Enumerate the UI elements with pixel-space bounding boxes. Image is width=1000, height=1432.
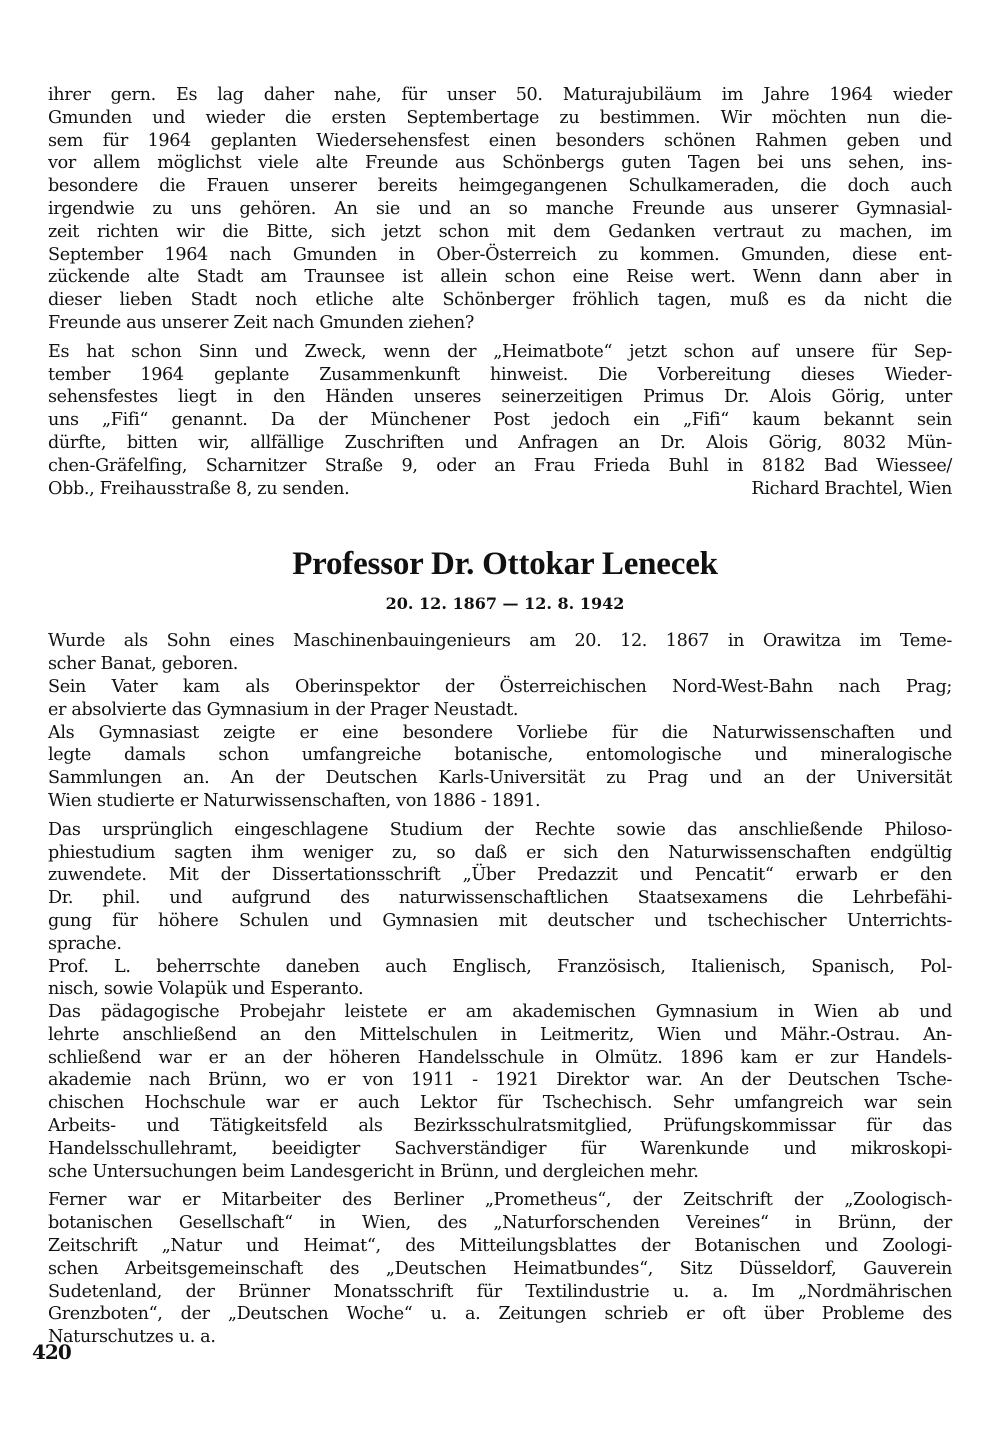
text-line: uns „Fifi“ genannt. Da der Münchener Post jedoch ein „Fifi“ kaum bekannt sein bbox=[48, 410, 952, 431]
article-dates: 20. 12. 1867 — 12. 8. 1942 bbox=[385, 594, 625, 614]
text-line: Zeitschrift „Natur und Heimat“, des Mitteilungsblattes der Botanischen und Zoologi- bbox=[48, 1236, 952, 1257]
text-line: Dr. phil. und aufgrund des naturwissenschaftlichen Staatsexamens die Lehrbefähi- bbox=[48, 888, 952, 909]
text-line: Das ursprünglich eingeschlagene Studium der Rechte sowie das anschließende Philoso- bbox=[48, 819, 952, 840]
text-line: Obb., Freihausstraße 8, zu senden. bbox=[48, 478, 350, 499]
text-line: Sammlungen an. An der Deutschen Karls-Universität zu Prag und an der Universität bbox=[48, 768, 952, 789]
text-line: schen Arbeitsgemeinschaft des „Deutschen Heimatbundes“, Sitz Düsseldorf, Gauverein bbox=[48, 1258, 952, 1279]
document-page bbox=[48, 84, 952, 1349]
text-line: phiestudium sagten ihm weniger zu, so daß er sich den Naturwissenschaften endgültig bbox=[48, 842, 952, 863]
text-line: Wien studierte er Naturwissenschaften, von 1886 - 1891. bbox=[48, 790, 541, 811]
text-line: zuwendete. Mit der Dissertationsschrift „Über Predazzit und Pencatit“ erwarb er den bbox=[48, 865, 952, 886]
text-line: er absolvierte das Gymnasium in der Prager Neustadt. bbox=[48, 699, 519, 720]
text-line: Sudetenland, der Brünner Monatsschrift für Textilindustrie u. a. Im „Nordmährischen bbox=[48, 1281, 952, 1302]
text-line: chischen Hochschule war er auch Lektor für Tschechisch. Sehr umfangreich war sein bbox=[48, 1093, 952, 1114]
text-line: sche Untersuchungen beim Landesgericht in Brünn, und dergleichen mehr. bbox=[48, 1161, 699, 1182]
text-line: zückende alte Stadt am Traunsee ist allein schon eine Reise wert. Wenn dann aber in bbox=[48, 267, 952, 288]
text-line: sem für 1964 geplanten Wiedersehensfest einen besonders schönen Rahmen geben und bbox=[48, 130, 952, 151]
page-number: 420 bbox=[32, 1340, 71, 1364]
text-line: Freunde aus unserer Zeit nach Gmunden ziehen? bbox=[48, 312, 474, 333]
text-line: sehensfestes liegt in den Händen unseres seinerzeitigen Primus Dr. Alois Görig, unter bbox=[48, 387, 952, 408]
closing-line bbox=[48, 478, 952, 501]
text-line: Gmunden und wieder die ersten Septembertage zu bestimmen. Wir möchten nun die- bbox=[48, 107, 952, 128]
article-title: Professor Dr. Ottokar Lenecek bbox=[292, 546, 718, 583]
text-line: vor allem möglichst viele alte Freunde aus Schönbergs guten Tagen bei uns sehen, ins- bbox=[48, 153, 952, 174]
text-line: Es hat schon Sinn und Zweck, wenn der „Heimatbote“ jetzt schon auf unsere für Sep- bbox=[48, 341, 952, 362]
author-signature: Richard Brachtel, Wien bbox=[751, 478, 952, 499]
text-line: scher Banat, geboren. bbox=[48, 654, 239, 675]
text-line: Wurde als Sohn eines Maschinenbauingenieurs am 20. 12. 1867 in Orawitza im Teme- bbox=[48, 631, 952, 652]
text-line: gung für höhere Schulen und Gymnasien mit deutscher und tschechischer Unterrichts- bbox=[48, 910, 952, 931]
article-paragraph-3 bbox=[48, 1189, 952, 1349]
text-line: ihrer gern. Es lag daher nahe, für unser 50. Maturajubiläum im Jahre 1964 wieder bbox=[48, 85, 952, 105]
article-paragraph-1 bbox=[48, 630, 952, 812]
text-line: Arbeits- und Tätigkeitsfeld als Bezirksschulratsmitglied, Prüfungskommissar für das bbox=[48, 1116, 952, 1137]
text-line: lehrte anschließend an den Mittelschulen in Leitmeritz, Wien und Mähr.-Ostrau. An- bbox=[48, 1024, 952, 1045]
text-line: dieser lieben Stadt noch etliche alte Schönberger fröhlich tagen, muß es da nicht die bbox=[48, 290, 952, 311]
intro-paragraph-2 bbox=[48, 341, 952, 501]
text-line: dürfte, bitten wir, allfällige Zuschriften und Anfragen an Dr. Alois Görig, 8032 Mün- bbox=[48, 432, 952, 453]
text-line: Ferner war er Mitarbeiter des Berliner „Prometheus“, der Zeitschrift der „Zoologisch- bbox=[48, 1190, 952, 1211]
text-line: tember 1964 geplante Zusammenkunft hinweist. Die Vorbereitung dieses Wieder- bbox=[48, 364, 952, 385]
text-line: botanischen Gesellschaft“ in Wien, des „Naturforschenden Vereines“ in Brünn, der bbox=[48, 1213, 952, 1234]
text-line: legte damals schon umfangreiche botanische, entomologische und mineralogische bbox=[48, 745, 952, 766]
text-line: nisch, sowie Volapük und Esperanto. bbox=[48, 979, 364, 1000]
text-line: Prof. L. beherrschte daneben auch Englisch, Französisch, Italienisch, Spanisch, Pol- bbox=[48, 956, 952, 977]
text-line: chen-Gräfelfing, Scharnitzer Straße 9, oder an Frau Frieda Buhl in 8182 Bad Wiessee/ bbox=[48, 455, 952, 476]
article-header bbox=[48, 544, 952, 616]
text-line: akademie nach Brünn, wo er von 1911 - 1921 Direktor war. An der Deutschen Tsche- bbox=[48, 1070, 952, 1091]
text-line: Sein Vater kam als Oberinspektor der Österreichischen Nord-West-Bahn nach Prag; bbox=[48, 676, 952, 697]
text-line: Als Gymnasiast zeigte er eine besondere Vorliebe für die Naturwissenschaften und bbox=[48, 722, 952, 743]
text-line: besondere die Frauen unserer bereits heimgegangenen Schulkameraden, die doch auch bbox=[48, 176, 952, 197]
text-line: irgendwie zu uns gehören. An sie und an so manche Freunde aus unserer Gymnasial- bbox=[48, 198, 952, 219]
text-line: September 1964 nach Gmunden in Ober-Österreich zu kommen. Gmunden, diese ent- bbox=[48, 244, 952, 265]
article-paragraph-2 bbox=[48, 819, 952, 1184]
text-line: Das pädagogische Probejahr leistete er am akademischen Gymnasium in Wien ab und bbox=[48, 1002, 952, 1023]
text-line: Handelsschullehramt, beeidigter Sachverständiger für Warenkunde und mikroskopi- bbox=[48, 1138, 952, 1159]
text-line: sprache. bbox=[48, 933, 122, 954]
text-line: schließend war er an der höheren Handelsschule in Olmütz. 1896 kam er zur Handels- bbox=[48, 1047, 952, 1068]
intro-paragraph-1 bbox=[48, 84, 952, 335]
text-line: zeit richten wir die Bitte, sich jetzt schon mit dem Gedanken vertraut zu machen, im bbox=[48, 221, 952, 242]
text-line: Naturschutzes u. a. bbox=[48, 1327, 216, 1348]
text-line: Grenzboten“, der „Deutschen Woche“ u. a. Zeitungen schrieb er oft über Probleme des bbox=[48, 1304, 952, 1325]
